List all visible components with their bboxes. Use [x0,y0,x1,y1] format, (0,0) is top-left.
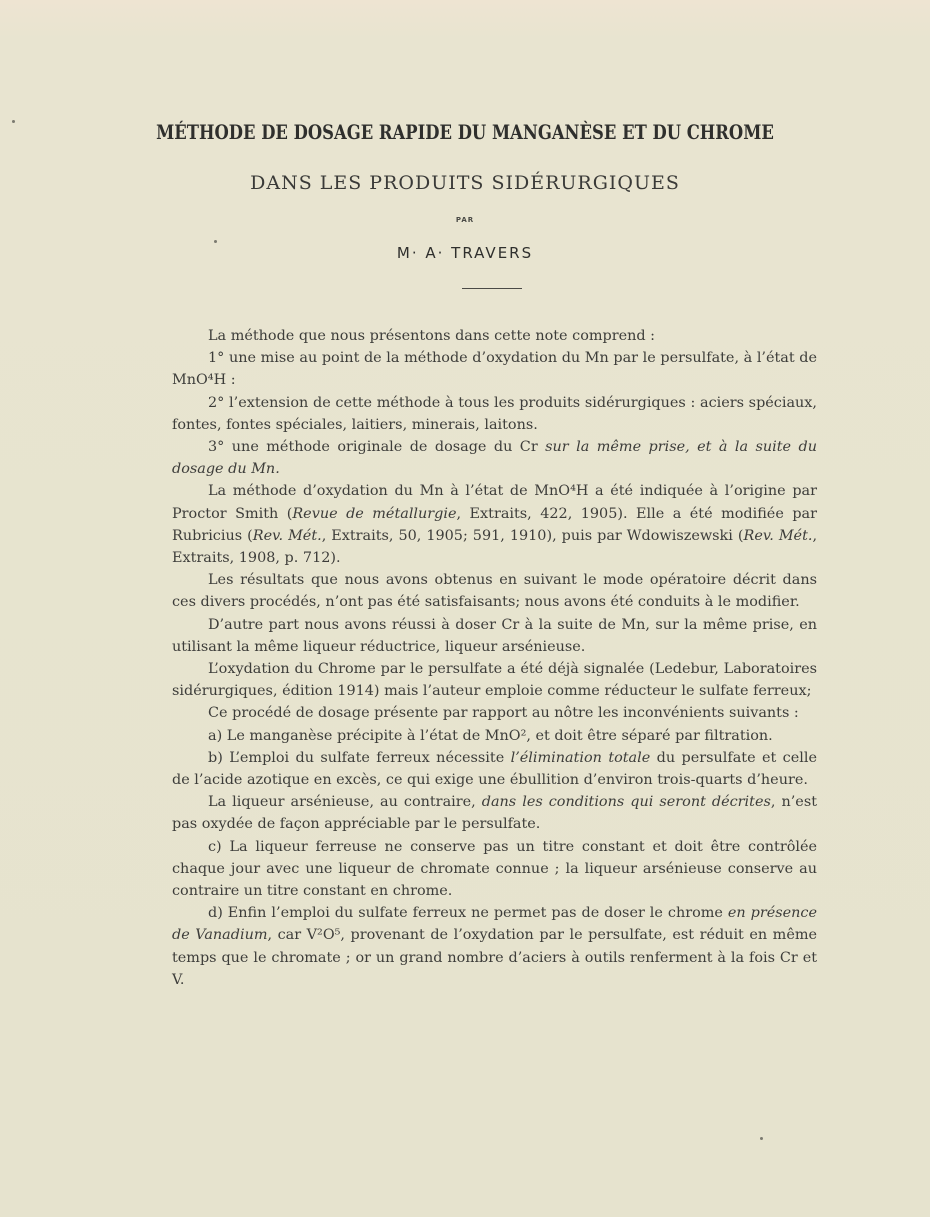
paragraph-text: , Extraits, 1908, p. 712). [172,527,818,567]
body-paragraph [172,747,817,791]
body-paragraph [172,702,817,724]
paragraph-text: , n’est pas oxydée de façon appréciable par le persulfate. [172,794,817,833]
body-paragraph [172,480,817,569]
paragraph-text: Ce procédé de dosage présente par rapport au nôtre les inconvénients suivants : [208,705,799,722]
paragraph-text: a) Le manganèse précipite à l’état de MnO², et doit être séparé par filtration. [208,727,773,744]
by-label: PAR [455,216,475,224]
italic-text: sur la même prise, et à la suite du dosage du Mn. [172,439,818,478]
paragraph-text: La liqueur arsénieuse, au contraire, [208,794,482,811]
paragraph-text: du persulfate et celle de l’acide azotique en excès, ce qui exige une ébullition d’environ trois-quarts d’heure. [172,749,817,789]
paragraph-text: D’autre part nous avons réussi à doser Cr à la suite de Mn, sur la même prise, en utilisant la même liqueur réductrice, liqueur arsénieuse. [172,616,817,655]
title-line-2: DANS LES PRODUITS SIDÉRURGIQUES [250,172,680,194]
body-paragraph [172,614,817,658]
paragraph-text: 1° une mise au point de la méthode d’oxydation du Mn par le persulfate, à l’état de MnO⁴H : [172,350,817,389]
paragraph-text: d) Enfin l’emploi du sulfate ferreux ne permet pas de doser le chrome [208,905,728,922]
paragraph-text: Les résultats que nous avons obtenus en suivant le mode opératoire décrit dans ces divers procédés, n’ont pas été satisfaisants; nous avons été conduits à le modifier. [172,572,817,611]
title-divider [462,288,522,289]
paper-speck [214,240,217,243]
italic-text: en présence de Vanadium [172,905,817,944]
paragraph-text: b) L’emploi du sulfate ferreux nécessite [208,749,511,766]
paragraph-text: La méthode que nous présentons dans cette note comprend : [208,328,656,344]
body-paragraph [172,347,817,391]
body-paragraph [172,392,817,436]
paragraph-text: La méthode d’oxydation du Mn à l’état de MnO⁴H a été indiquée à l’origine par Proctor Smith ( [172,483,817,522]
author-name: M· A· TRAVERS [396,244,534,262]
article-body [172,325,817,991]
body-paragraph [172,725,817,747]
paragraph-text: 2° l’extension de cette méthode à tous les produits sidérurgiques : aciers spéciaux, fontes, fontes spéciales, laitiers, minerais, laitons. [172,394,817,433]
title-line-1: MÉTHODE DE DOSAGE RAPIDE DU MANGANÈSE ET DU CHROME [156,120,774,144]
paragraph-text: , Extraits, 422, 1905). Elle a été modifiée par Rubricius ( [172,505,817,544]
body-paragraph [172,791,817,835]
paragraph-text: , Extraits, 50, 1905; 591, 1910), puis par Wdowiszewski ( [321,527,744,544]
paragraph-text: c) La liqueur ferreuse ne conserve pas un titre constant et doit être contrôlée chaque jour avec une liqueur de chromate connue ; la liqueur arsénieuse conserve au contraire un titre constant en chrome. [172,838,817,900]
italic-text: l’élimination totale [510,749,651,766]
paragraph-text: 3° une méthode originale de dosage du Cr [208,439,546,456]
body-paragraph [172,436,817,480]
paragraph-text: , car V²O⁵, provenant de l’oxydation par le persulfate, est réduit en même temps que le chromate ; or un grand nombre d’aciers à outils renferment à la fois Cr et V. [172,927,818,988]
italic-text: Rev. Mét. [743,527,813,544]
italic-text: Revue de métallurgie [292,505,457,522]
paper-speck [12,120,15,123]
body-paragraph [172,325,817,347]
body-paragraph [172,836,817,903]
body-paragraph [172,658,817,702]
paragraph-text: L’oxydation du Chrome par le persulfate a été déjà signalée (Ledebur, Laboratoires sidérurgiques, édition 1914) mais l’auteur emploie comme réducteur le sulfate ferreux; [172,661,817,700]
body-paragraph [172,569,817,613]
italic-text: dans les conditions qui seront décrites [481,794,771,811]
body-paragraph [172,902,817,991]
paper-speck [760,1137,763,1140]
italic-text: Rev. Mét. [252,527,322,544]
